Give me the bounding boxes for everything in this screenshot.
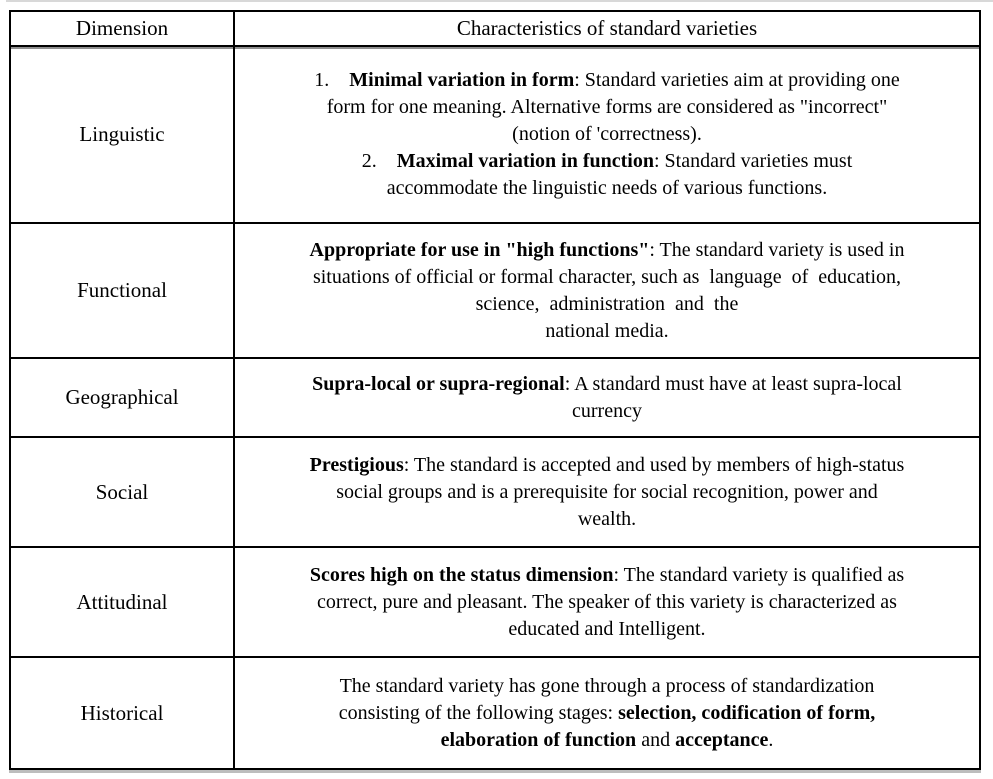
text-line — [239, 506, 975, 533]
dimension-label: Historical — [80, 700, 164, 725]
text-segment: : Standard varieties must — [653, 150, 853, 172]
text-segment: situations of official or formal character, such as language of education, — [312, 265, 902, 288]
text-line — [239, 318, 975, 345]
text-line — [239, 264, 975, 291]
bold-text-segment: elaboration of function — [440, 728, 637, 751]
text-segment: : Standard varieties aim at providing one — [574, 69, 900, 91]
text-line — [239, 589, 975, 616]
text-segment: social groups and is a prerequisite for social recognition, power and — [336, 480, 878, 503]
text-line — [239, 616, 975, 643]
text-line — [239, 148, 975, 175]
text-segment: : The standard is accepted and used by members of high-status — [403, 453, 905, 476]
text-segment: (notion of 'correctness). — [512, 123, 702, 145]
text-line — [239, 237, 975, 264]
characteristics-cell — [233, 658, 979, 768]
dimension-label: Social — [95, 479, 149, 504]
text-segment: educated and Intelligent. — [508, 617, 706, 640]
dimension-cell — [11, 224, 233, 359]
text-segment: : The standard variety is used in — [649, 238, 905, 261]
characteristics-cell — [233, 224, 979, 359]
text-line — [239, 479, 975, 506]
text-line — [239, 673, 975, 700]
text-line — [239, 727, 975, 754]
dimension-cell — [11, 548, 233, 658]
bold-text-segment: Maximal variation in function — [396, 150, 654, 172]
header-cell-characteristics — [233, 12, 979, 47]
text-segment: 1. — [314, 69, 350, 91]
text-segment: science, administration and the — [475, 292, 739, 315]
bold-text-segment: Supra-local or supra-regional — [312, 372, 565, 395]
text-line — [239, 700, 975, 727]
bold-text-segment: acceptance — [675, 728, 769, 751]
header-dimension-label: Dimension — [75, 16, 169, 40]
text-segment: form for one meaning. Alternative forms are considered as "incorrect" — [326, 96, 888, 118]
text-line — [239, 371, 975, 398]
text-segment: . — [768, 728, 774, 751]
text-segment: The standard variety has gone through a process of standardization — [339, 674, 875, 697]
page-top-edge — [6, 0, 993, 2]
text-segment: : A standard must have at least supra-local — [564, 372, 902, 395]
bold-text-segment: Minimal variation in form — [349, 69, 575, 91]
text-segment: and — [636, 728, 676, 751]
text-segment: correct, pure and pleasant. The speaker of this variety is characterized as — [317, 590, 897, 613]
text-line — [239, 67, 975, 94]
text-segment: national media. — [545, 319, 669, 342]
dimension-cell — [11, 47, 233, 224]
bold-text-segment: Prestigious — [309, 453, 404, 476]
header-characteristics-label: Characteristics of standard varieties — [456, 16, 758, 40]
text-segment: wealth. — [577, 507, 637, 530]
text-line — [239, 398, 975, 425]
text-segment: consisting of the following stages: — [338, 701, 619, 724]
dimension-label: Geographical — [65, 385, 179, 409]
text-segment: accommodate the linguistic needs of various functions. — [386, 177, 828, 199]
characteristics-cell — [233, 438, 979, 548]
standard-varieties-table — [9, 10, 981, 770]
characteristics-cell — [233, 359, 979, 438]
text-line — [239, 452, 975, 479]
header-cell-dimension — [11, 12, 233, 47]
bold-text-segment: Appropriate for use in "high functions" — [309, 238, 650, 261]
dimension-label: Attitudinal — [76, 589, 168, 614]
text-segment: : The standard variety is qualified as — [613, 563, 905, 586]
dimension-cell — [11, 359, 233, 438]
dimension-label: Functional — [77, 278, 167, 302]
text-line — [239, 291, 975, 318]
text-line — [239, 562, 975, 589]
text-segment: currency — [572, 399, 642, 422]
dimension-label: Linguistic — [79, 122, 165, 146]
text-segment: 2. — [361, 150, 397, 172]
bold-text-segment: selection, codification of form, — [618, 701, 876, 724]
characteristics-cell — [233, 548, 979, 658]
dimension-cell — [11, 658, 233, 768]
text-line — [239, 121, 975, 148]
dimension-cell — [11, 438, 233, 548]
text-line — [239, 175, 975, 202]
characteristics-cell — [233, 47, 979, 224]
text-line — [239, 94, 975, 121]
bold-text-segment: Scores high on the status dimension — [309, 563, 614, 586]
